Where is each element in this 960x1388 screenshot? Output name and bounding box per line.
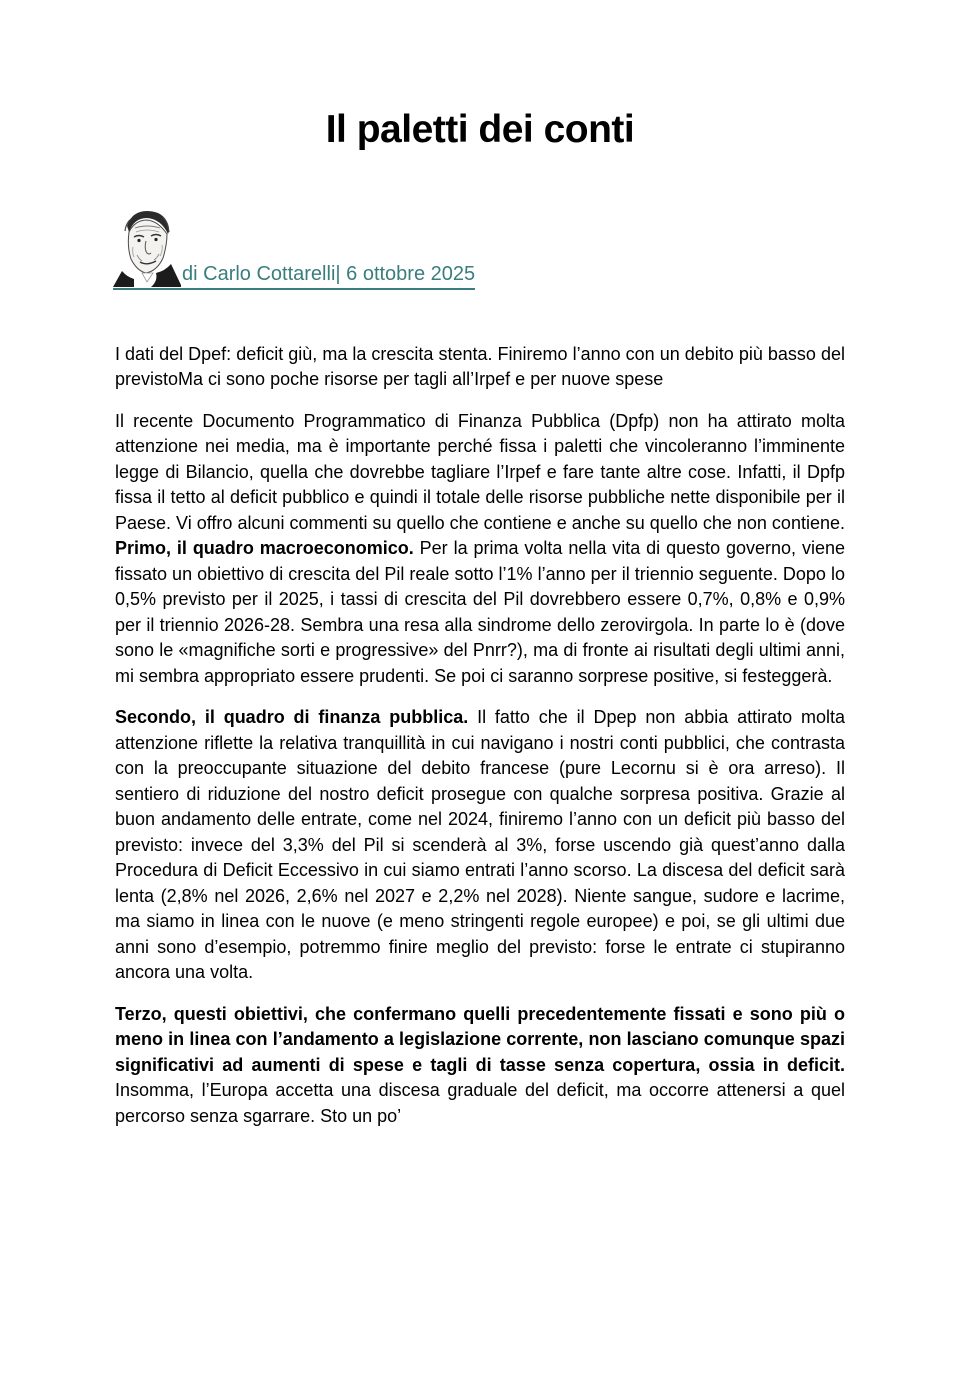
byline-text: di Carlo Cottarelli| 6 ottobre 2025 <box>182 262 476 285</box>
paragraph-lead-bold: Primo, il quadro macroeconomico. <box>115 538 414 559</box>
paragraph-lead-bold: Secondo, il quadro di finanza pubblica. <box>115 707 469 728</box>
article-paragraph-intro <box>115 409 845 537</box>
article-body <box>115 342 845 1130</box>
article-paragraph-secondo <box>115 705 845 986</box>
author-portrait-icon <box>113 207 181 287</box>
paragraph-text: Il recente Documento Programmatico di Finanza Pubblica (Dpfp) non ha attirato molta attenzione nei media, ma è importante perché fissa i paletti che vincoleranno l’imminente legge di Bilancio, quella che dovrebbe tagliare l’Irpef e fare tante altre cose. Infatti, il Dpfp fissa il tetto al deficit pubblico e quindi il totale delle risorse pubbliche nette disponibile per il Paese. Vi offro alcuni commenti su quello che contiene e anche su quello che non contiene. <box>115 410 845 533</box>
article-paragraph-primo <box>115 536 845 689</box>
article-page <box>0 108 960 1388</box>
paragraph-text: Per la prima volta nella vita di questo governo, viene fissato un obiettivo di crescita del Pil reale sotto l’1% l’anno per il triennio seguente. Dopo lo 0,5% previsto per il 2025, i tassi di crescita del Pil dovrebbero essere 0,7%, 0,8% e 0,9% per il triennio 2026-28. Sembra una resa alla sindrome dello zerovirgola. In parte lo è (dove sono le «magnifiche sorti e progressive» del Pnrr?), ma di fronte ai risultati degli ultimi anni, mi sembra appropriato essere prudenti. Se poi ci saranno sorprese positive, si festeggerà. <box>115 538 845 686</box>
byline-row <box>113 207 960 292</box>
paragraph-lead-bold: Terzo, questi obiettivi, che confermano quelli precedentemente fissati e sono più o meno in linea con l’andamento a legislazione corrente, non lasciano comunque spazi significativi ad aumenti di spese e tagli di tasse senza copertura, ossia in deficit. <box>115 1003 845 1075</box>
article-paragraph-terzo <box>115 1002 845 1130</box>
article-title: Il paletti dei conti <box>325 108 635 151</box>
paragraph-text: Insomma, l’Europa accetta una discesa graduale del deficit, ma occorre attenersi a quel percorso senza sgarrare. Sto un po’ <box>115 1080 845 1126</box>
paragraph-text: Il fatto che il Dpep non abbia attirato molta attenzione riflette la relativa tranquillità in cui navigano i nostri conti pubblici, che contrasta con la preoccupante situazione del debito francese (pure Lecornu si è ora arreso). Il sentiero di riduzione del nostro deficit prosegue con qualche sorpresa positiva. Grazie al buon andamento delle entrate, come nel 2024, finiremo l’anno con un deficit più basso del previsto: invece del 3,3% del Pil si scenderà al 3%, forse uscendo già quest’anno dalla Procedura di Deficit Eccessivo in cui siamo entrati l’anno scorso. La discesa del deficit sarà lenta (2,8% nel 2026, 2,6% nel 2027 e 2,2% nel 2028). Niente sangue, sudore e lacrime, ma siamo in linea con le nuove (e meno stringenti regole europee) e poi, se gli ultimi due anni sono d’esempio, potremmo finire meglio del previsto: forse le entrate ci stupiranno ancora una volta. <box>115 707 846 983</box>
article-lede: I dati del Dpef: deficit giù, ma la crescita stenta. Finiremo l’anno con un debito più basso del previstoMa ci sono poche risorse per tagli all’Irpef e per nuove spese <box>115 343 845 390</box>
author-byline-link[interactable] <box>113 207 475 290</box>
